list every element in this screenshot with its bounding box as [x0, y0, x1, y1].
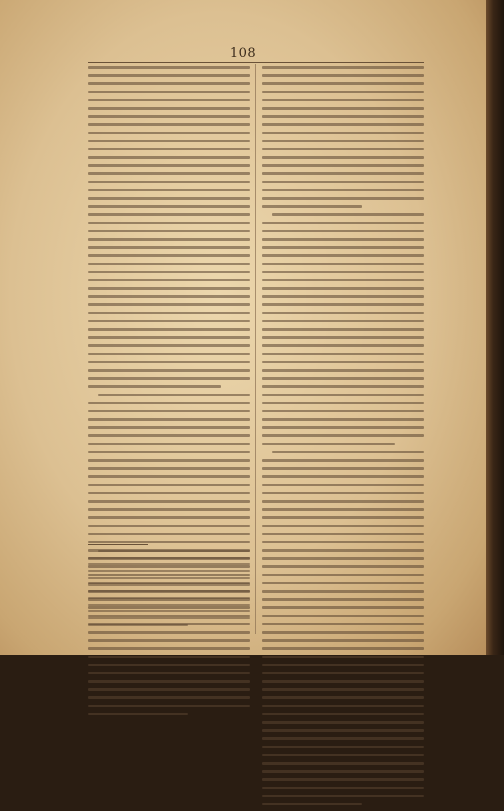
footnote-rule [88, 544, 148, 545]
page-number: 108 [229, 46, 257, 61]
header-rule [88, 62, 424, 63]
book-spine-edge [486, 0, 504, 655]
footnote [88, 550, 250, 630]
right-text-column [262, 66, 424, 811]
column-divider [255, 64, 256, 634]
